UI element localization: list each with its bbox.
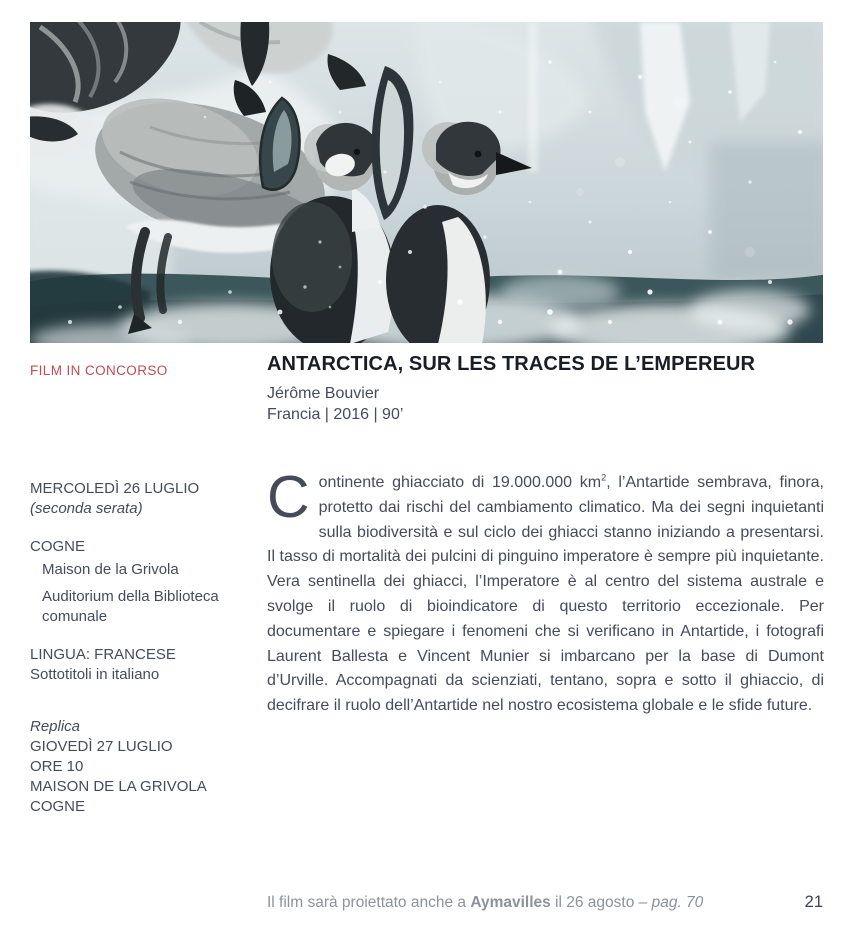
film-photo — [30, 22, 823, 343]
replica-city: COGNE — [30, 798, 86, 815]
footer-note-prefix: Il film sarà proiettato anche a — [267, 894, 471, 911]
penguin-photo-illustration — [30, 22, 823, 343]
replica-label: Replica — [30, 718, 81, 735]
section-label: FILM IN CONCORSO — [30, 363, 168, 378]
film-title: ANTARCTICA, SUR LES TRACES DE L’EMPEREUR — [267, 353, 756, 375]
synopsis-text-start: ontinente ghiacciato di 19.000.000 km — [318, 474, 602, 491]
footer-note-place: Aymavilles — [470, 894, 551, 911]
synopsis-paragraph — [267, 464, 825, 719]
footer-note-middle: il 26 agosto – — [550, 894, 652, 911]
subtitles-label: Sottotitoli in italiano — [30, 666, 160, 683]
replica-time: ORE 10 — [30, 758, 84, 775]
replica-block — [30, 717, 262, 817]
language-block — [30, 645, 262, 685]
dropcap: C — [267, 464, 310, 530]
screening-info — [30, 479, 262, 835]
replica-date: GIOVEDÌ 27 LUGLIO — [30, 738, 173, 755]
venue-block — [30, 537, 262, 627]
film-director: Jérôme Bouvier — [267, 385, 380, 402]
screening-note: (seconda serata) — [30, 500, 143, 517]
synopsis — [267, 464, 825, 719]
film-meta: Francia | 2016 | 90’ — [267, 406, 404, 423]
venue-item: Auditorium della Biblioteca comunale — [42, 588, 219, 625]
synopsis-text-rest: , l’Antartide sembrava, finora, protetto dai rischi del cambiamento climatico. Ma dei segni inquietanti sulla biodiversità e sul ciclo dei ghiacci stanno iniziando a presentarsi. Il tasso di mortalità dei pulcini di pinguino imperatore è sempre più inquietante. Vera sentinella dei ghiacci, l’Imperatore è al centro del sistema australe e svolge il ruolo di bioindicatore di questo territorio eccezionale. Per documentare e spiegare i fenomeni che si verificano in Antartide, i fotografi Laurent Ballesta e Vincent Munier si imbarcano per la base di Dumont d’Urville. Accompagnati da scienziati, tentano, sopra e sotto il ghiaccio, di decifrare il ruolo dell’Antartide nel nostro ecosistema globale e le sfide future. — [267, 474, 825, 715]
venue-city: COGNE — [30, 538, 86, 555]
screening-date-block — [30, 479, 262, 519]
screening-date: MERCOLEDÌ 26 LUGLIO — [30, 480, 200, 497]
language-label: LINGUA: FRANCESE — [30, 646, 176, 663]
footer-note — [267, 894, 703, 912]
superscript-2: 2 — [601, 472, 607, 483]
film-header — [267, 353, 827, 425]
venue-item: Maison de la Grivola — [42, 561, 179, 578]
replica-venue: MAISON DE LA GRIVOLA — [30, 778, 207, 795]
page-number: 21 — [804, 893, 823, 911]
footer-note-page-ref: pag. 70 — [651, 894, 704, 911]
